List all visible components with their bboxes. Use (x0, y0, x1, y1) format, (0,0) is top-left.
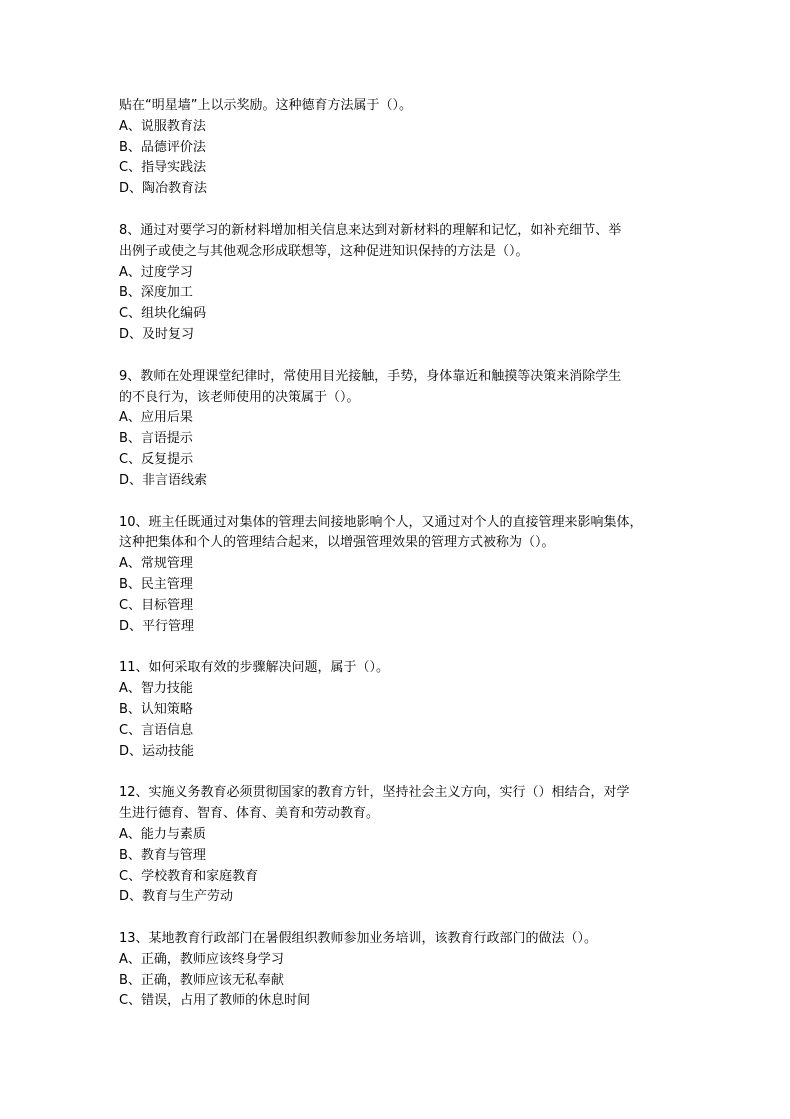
question-block (119, 367, 679, 492)
answer-option: A、过度学习 (119, 264, 193, 280)
question-block (119, 513, 679, 638)
question-block (119, 658, 679, 762)
question-stem-line: 12、实施义务教育必须贯彻国家的教育方针，坚持社会主义方向，实行（）相结合，对学 (119, 785, 630, 801)
answer-option: A、应用后果 (119, 410, 193, 426)
answer-option: B、深度加工 (119, 285, 193, 301)
question-stem-line: 8、通过对要学习的新材料增加相关信息来达到对新材料的理解和记忆，如补充细节、举 (119, 222, 622, 238)
answer-option: D、非言语线索 (119, 472, 208, 488)
question-block (119, 96, 679, 200)
answer-option: B、认知策略 (119, 701, 193, 717)
question-stem-line: 生进行德育、智育、体育、美育和劳动教育。 (119, 806, 380, 822)
answer-option: C、学校教育和家庭教育 (119, 868, 259, 884)
answer-option: A、正确，教师应该终身学习 (119, 951, 284, 967)
exam-page (119, 96, 679, 1012)
answer-option: D、运动技能 (119, 743, 195, 759)
answer-option: B、教育与管理 (119, 847, 206, 863)
question-stem-line: 的不良行为，该老师使用的决策属于（）。 (119, 389, 360, 405)
question-block (119, 929, 679, 1012)
question-stem-line: 10、班主任既通过对集体的管理去间接地影响个人，又通过对个人的直接管理来影响集体， (119, 514, 643, 530)
answer-option: C、反复提示 (119, 451, 194, 467)
question-stem-line: 9、教师在处理课堂纪律时，常使用目光接触，手势，身体靠近和触摸等决策来消除学生 (119, 368, 622, 384)
answer-option: D、平行管理 (119, 618, 195, 634)
answer-option: D、陶冶教育法 (119, 181, 208, 197)
answer-option: B、民主管理 (119, 576, 193, 592)
answer-option: C、指导实践法 (119, 160, 207, 176)
answer-option: C、目标管理 (119, 597, 194, 613)
answer-option: D、及时复习 (119, 326, 195, 342)
question-stem-line: 13、某地教育行政部门在暑假组织教师参加业务培训，该教育行政部门的做法（）。 (119, 931, 598, 947)
answer-option: B、品德评价法 (119, 139, 206, 155)
question-stem-line: 这种把集体和个人的管理结合起来，以增强管理效果的管理方式被称为（）。 (119, 535, 555, 551)
answer-option: B、言语提示 (119, 431, 193, 447)
answer-option: B、正确，教师应该无私奉献 (119, 972, 284, 988)
answer-option: D、教育与生产劳动 (119, 889, 234, 905)
question-block (119, 221, 679, 346)
answer-option: A、智力技能 (119, 681, 193, 697)
question-stem-line: 出例子或使之与其他观念形成联想等，这种促进知识保持的方法是（）。 (119, 243, 529, 259)
answer-option: C、错误，占用了教师的休息时间 (119, 993, 311, 1009)
question-stem-line: 贴在“明星墙”上以示奖励。这种德育方法属于（）。 (119, 98, 412, 113)
question-block (119, 783, 679, 908)
answer-option: C、言语信息 (119, 722, 194, 738)
answer-option: A、能力与素质 (119, 826, 206, 842)
question-stem-line: 11、如何采取有效的步骤解决问题，属于（）。 (119, 660, 390, 676)
answer-option: A、常规管理 (119, 556, 193, 572)
answer-option: C、组块化编码 (119, 306, 207, 322)
answer-option: A、说服教育法 (119, 118, 206, 134)
